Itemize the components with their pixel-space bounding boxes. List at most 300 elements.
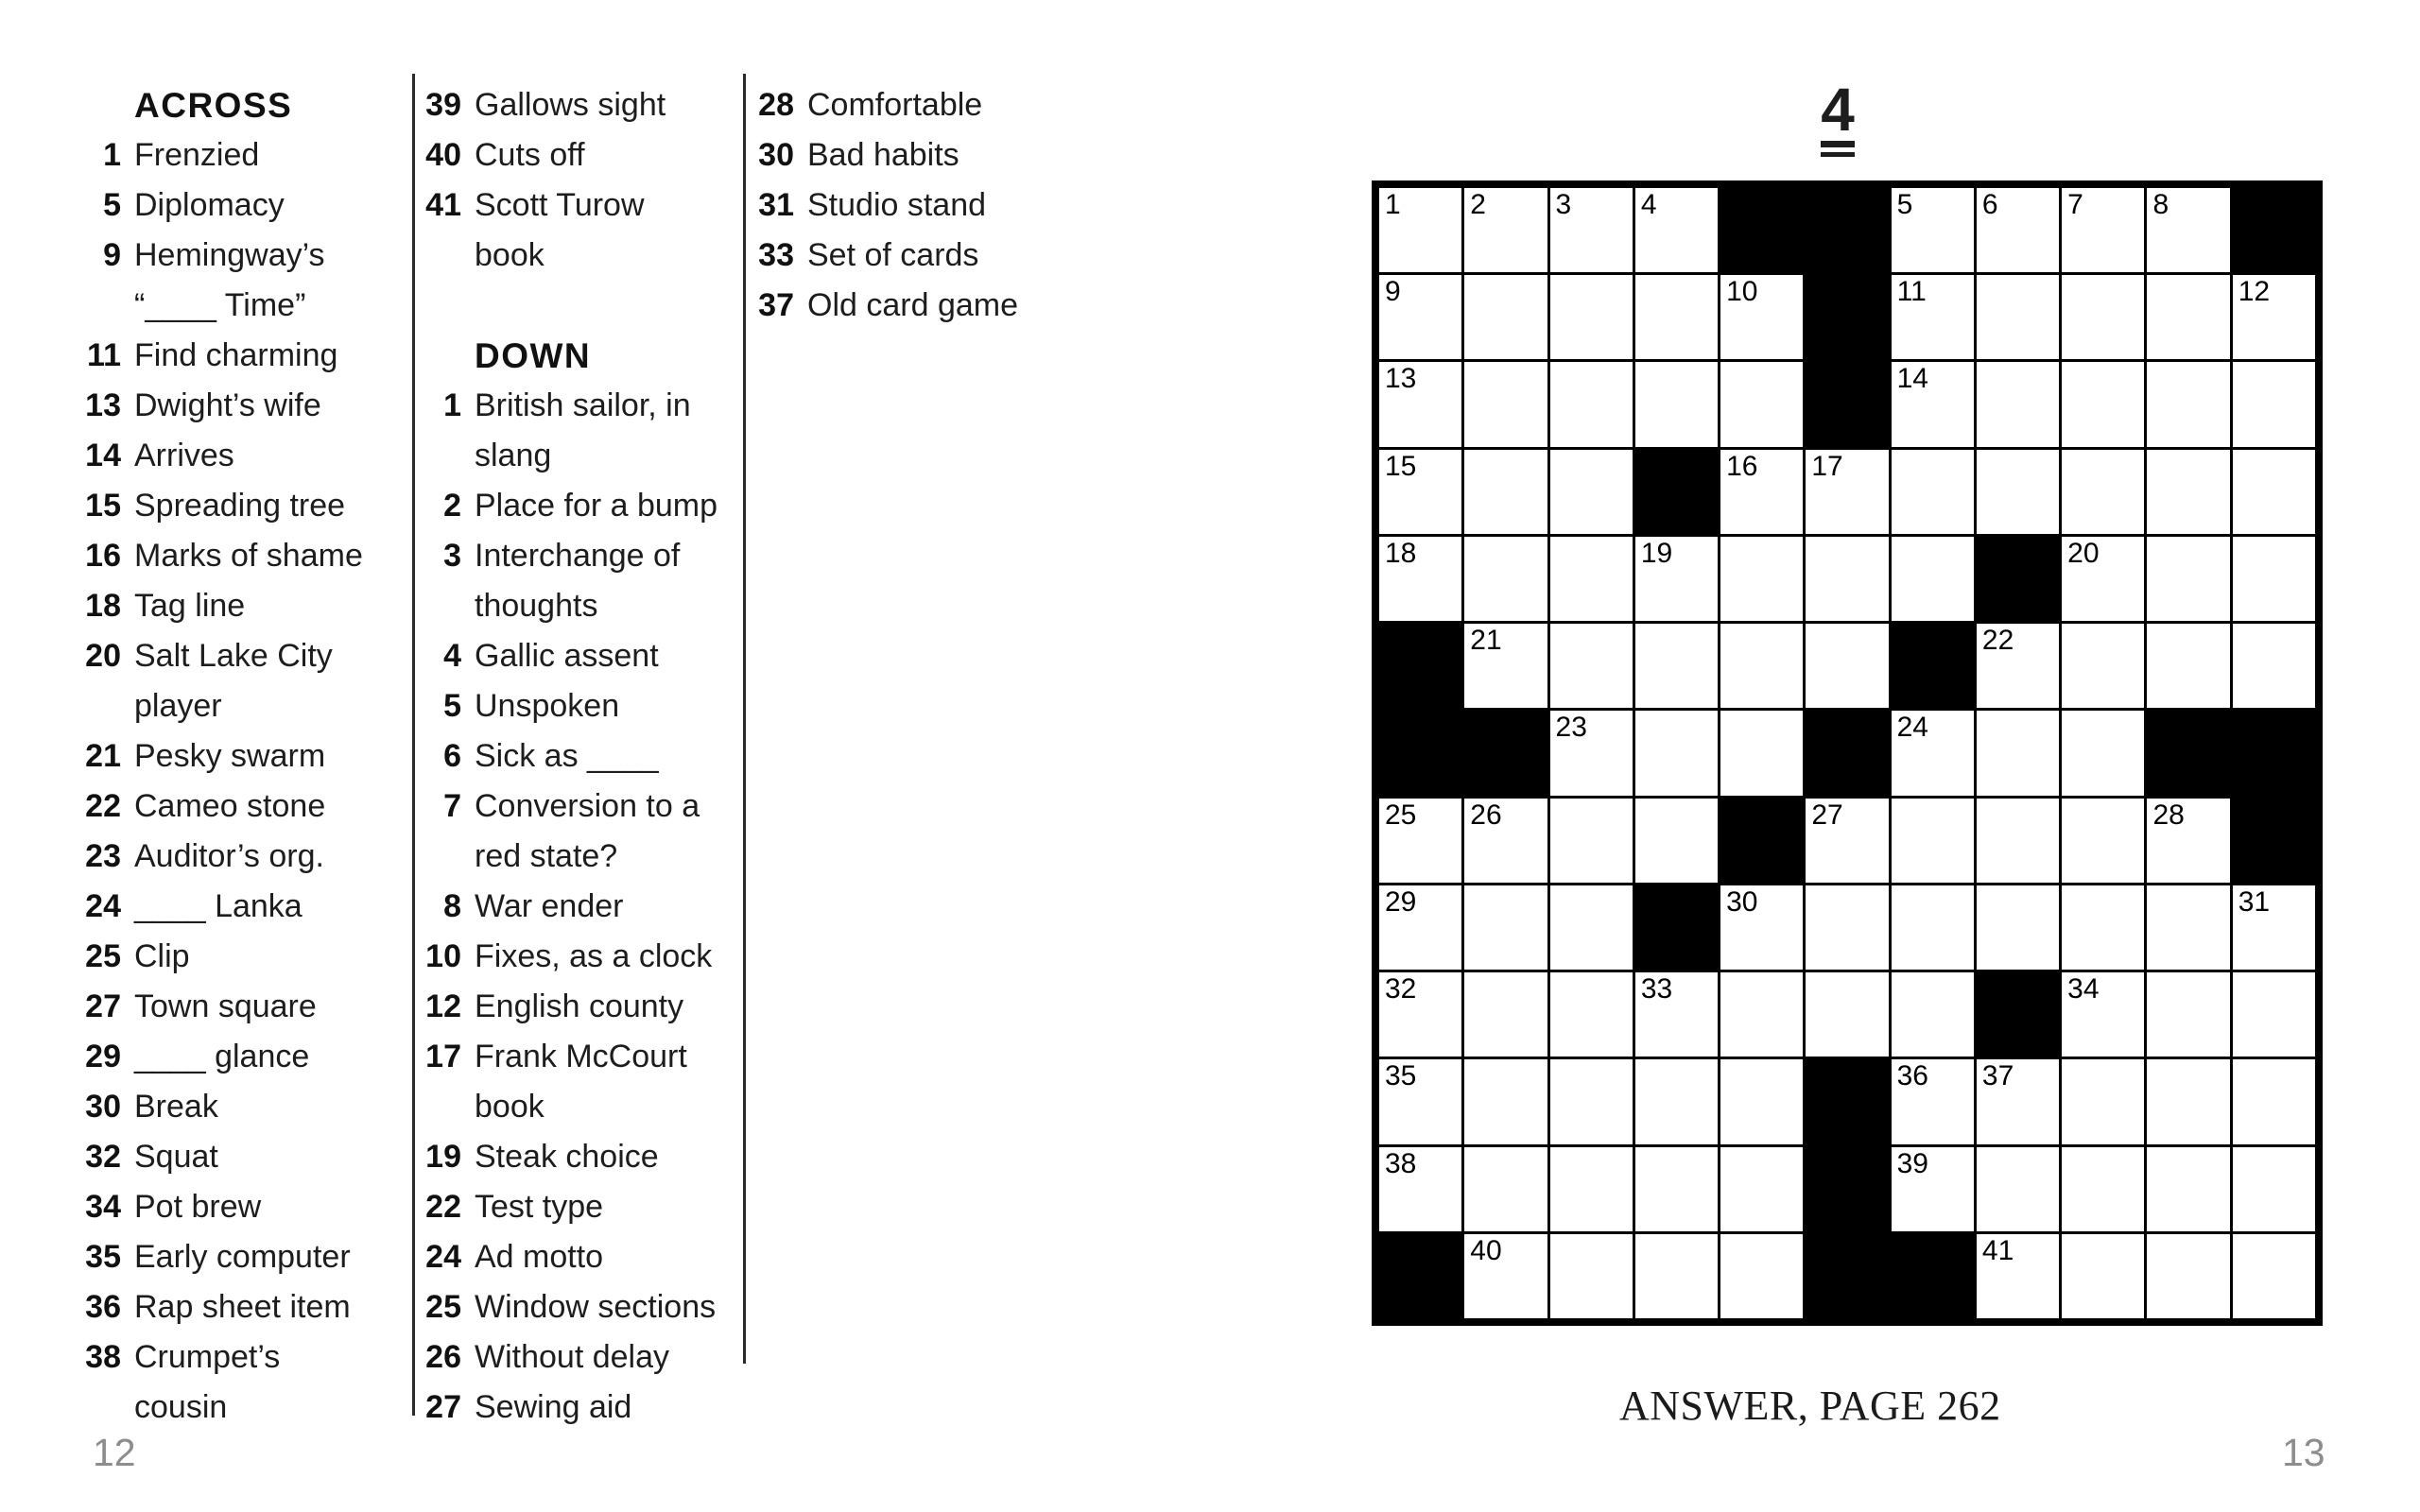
grid-cell[interactable] [1550,188,1633,272]
black-cell [1892,624,1974,708]
grid-cell[interactable] [1635,1147,1718,1231]
clue-text: Conversion to a red state? [475,788,700,874]
cell-number: 22 [1981,625,2014,657]
clue-text: Find charming [134,337,338,373]
black-cell [1977,537,2059,621]
grid-cell[interactable] [2233,362,2315,446]
clue-item [55,1232,406,1282]
grid-cell[interactable] [1379,1059,1461,1143]
black-cell [1806,1059,1888,1143]
clue-number: 18 [85,588,121,624]
cell-number: 21 [1470,625,1502,657]
puzzle-number-text: 4 [1821,76,1855,144]
grid-cell[interactable] [2147,799,2229,883]
clue-number: 29 [85,1039,121,1074]
clue-item [55,1182,406,1232]
grid-cell[interactable] [1550,1059,1633,1143]
grid-cell[interactable] [2062,188,2144,272]
grid-cell[interactable] [1464,799,1547,883]
clue-text: Old card game [807,287,1018,323]
grid-cell[interactable] [1550,1147,1633,1231]
grid-cell[interactable] [1892,275,1974,359]
cell-number: 10 [1726,276,1758,308]
grid-cell[interactable] [1635,711,1718,795]
grid-cell[interactable] [1720,1059,1803,1143]
cell-number: 1 [1385,189,1401,220]
clue-text: Pesky swarm [134,738,326,774]
clue-item [395,782,737,882]
clue-number: 25 [85,938,121,974]
clue-text: ____ Lanka [134,888,302,924]
grid-cell[interactable] [2147,450,2229,534]
grid-cell[interactable] [1977,188,2059,272]
clue-number: 39 [425,87,461,123]
clue-item [55,1332,406,1433]
clue-item [55,731,406,782]
cell-number: 29 [1385,885,1417,918]
clue-number: 14 [85,438,121,473]
grid-cell[interactable] [2233,1147,2315,1231]
clue-item [55,832,406,882]
page-number-left: 12 [93,1431,136,1474]
grid-cell[interactable] [1464,450,1547,534]
grid-cell[interactable] [1892,362,1974,446]
cell-number: 12 [2238,276,2271,308]
grid-cell[interactable] [2062,1147,2144,1231]
clue-item [395,1182,737,1232]
grid-cell[interactable] [1720,362,1803,446]
clue-number: 11 [87,337,121,373]
clue-text: Early computer [134,1239,351,1275]
grid-cell[interactable] [2062,885,2144,970]
grid-cell[interactable] [1977,799,2059,883]
clue-text: Window sections [475,1289,717,1325]
clue-item [55,932,406,982]
clue-number: 5 [443,688,461,724]
answer-note: ANSWER, PAGE 262 [1619,1383,2001,1429]
grid-cell[interactable] [1464,885,1547,970]
grid-cell[interactable] [1806,885,1888,970]
cell-number: 5 [1896,189,1913,220]
grid-cell[interactable] [1379,275,1461,359]
clue-text: Cuts off [475,137,585,173]
clue-item [55,431,406,481]
grid-cell[interactable] [1977,362,2059,446]
grid-cell[interactable] [2147,275,2229,359]
grid-cell[interactable] [1550,450,1633,534]
clue-text: War ender [475,888,624,924]
grid-cell[interactable] [1379,1147,1461,1231]
clue-item [55,1082,406,1132]
cell-number: 31 [2238,885,2271,918]
cell-number: 37 [1981,1060,2014,1092]
black-cell [1635,885,1718,970]
grid-cell[interactable] [1892,799,1974,883]
clue-item [395,381,737,481]
clue-number: 21 [85,738,121,774]
grid-cell[interactable] [1720,1234,1803,1318]
grid-cell[interactable] [1806,537,1888,621]
grid-cell[interactable] [1635,1234,1718,1318]
grid-cell[interactable] [1635,275,1718,359]
clue-column-1 [395,80,737,1433]
clue-item [55,581,406,631]
grid-cell[interactable] [2147,972,2229,1057]
clue-number: 23 [85,838,121,874]
cell-number: 2 [1470,189,1486,220]
cell-number: 35 [1385,1060,1417,1092]
clue-item [395,882,737,932]
clue-text: Studio stand [807,187,987,223]
clue-number: 10 [425,938,461,974]
clue-number: 35 [85,1239,121,1275]
grid-cell[interactable] [1464,1234,1547,1318]
clue-item [55,381,406,431]
grid-cell[interactable] [2233,450,2315,534]
clue-list-header: DOWN [475,336,592,375]
cell-number: 38 [1385,1147,1417,1179]
clue-item [395,1383,737,1433]
clue-text: Spreading tree [134,488,346,524]
grid-cell[interactable] [1720,711,1803,795]
cell-number: 25 [1385,799,1417,831]
black-cell [1720,188,1803,272]
black-cell [1379,1234,1461,1318]
clue-text: Cameo stone [134,788,326,824]
clue-list-header: ACROSS [134,86,293,125]
clue-text: Ad motto [475,1239,604,1275]
grid-cell[interactable] [2233,1234,2315,1318]
grid-cell[interactable] [1379,885,1461,970]
cell-number: 8 [2152,189,2169,220]
clue-text: Pot brew [134,1189,262,1225]
grid-cell[interactable] [1977,711,2059,795]
grid-cell[interactable] [1464,537,1547,621]
clue-number: 20 [85,638,121,674]
clue-text: Break [134,1089,218,1125]
grid-cell[interactable] [1464,275,1547,359]
clue-number: 16 [85,538,121,574]
black-cell [2233,799,2315,883]
clue-text: Frank McCourt book [475,1039,687,1125]
clue-number: 1 [443,387,461,423]
grid-cell[interactable] [1635,537,1718,621]
grid-cell[interactable] [1892,188,1974,272]
grid-cell[interactable] [2062,972,2144,1057]
clue-item [395,130,737,180]
clue-item [55,531,406,581]
grid-cell[interactable] [1379,537,1461,621]
clue-item [395,681,737,731]
grid-cell[interactable] [1550,799,1633,883]
grid-cell[interactable] [1720,972,1803,1057]
clue-number: 3 [443,538,461,574]
clue-item [728,231,1087,281]
clue-number: 9 [103,237,121,273]
clue-column-2 [728,80,1087,331]
grid-cell[interactable] [1806,972,1888,1057]
grid-cell[interactable] [1635,1059,1718,1143]
clue-text: ____ glance [134,1039,310,1074]
black-cell [1806,711,1888,795]
cell-number: 6 [1981,189,1998,220]
clue-number: 5 [103,187,121,223]
grid-cell[interactable] [2062,362,2144,446]
cell-number: 11 [1896,276,1927,308]
clue-item [55,231,406,331]
grid-cell[interactable] [1720,537,1803,621]
black-cell [1379,624,1461,708]
grid-cell[interactable] [2147,885,2229,970]
grid-cell[interactable] [1635,624,1718,708]
grid-cell[interactable] [2062,624,2144,708]
puzzle-number [1789,76,1887,157]
clue-number: 2 [443,488,461,524]
grid-cell[interactable] [2233,972,2315,1057]
cell-number: 24 [1896,712,1928,744]
clue-number: 40 [425,137,461,173]
clue-text: Dwight’s wife [134,387,321,423]
clue-text: Interchange of thoughts [475,538,681,624]
cell-number: 20 [2067,537,2100,569]
black-cell [1977,972,2059,1057]
grid-cell[interactable] [1635,799,1718,883]
black-cell [1806,188,1888,272]
clue-item [728,80,1087,130]
clue-item [55,180,406,231]
grid-cell[interactable] [1379,799,1461,883]
grid-cell[interactable] [1892,1059,1974,1143]
clue-number: 19 [425,1139,461,1175]
clue-number: 34 [85,1189,121,1225]
grid-cell[interactable] [1892,1147,1974,1231]
clue-text: Salt Lake City player [134,638,333,724]
grid-cell[interactable] [1464,362,1547,446]
clue-number: 15 [85,488,121,524]
grid-cell[interactable] [1977,1059,2059,1143]
clue-text: Steak choice [475,1139,659,1175]
clue-text: Auditor’s org. [134,838,324,874]
clue-item [395,1332,737,1383]
grid-cell[interactable] [1635,362,1718,446]
grid-cell[interactable] [1379,450,1461,534]
clue-item [728,281,1087,331]
clue-item [395,80,737,130]
black-cell [2233,711,2315,795]
clue-text: Sick as ____ [475,738,659,774]
clue-column-0 [55,80,406,1433]
clue-text: Unspoken [475,688,620,724]
cell-number: 36 [1896,1060,1928,1092]
grid-cell[interactable] [2233,537,2315,621]
clue-number: 1 [103,137,121,173]
grid-cell[interactable] [2062,537,2144,621]
grid-cell[interactable] [2062,711,2144,795]
grid-cell[interactable] [2147,624,2229,708]
clue-text: Clip [134,938,190,974]
grid-cell[interactable] [2147,188,2229,272]
grid-cell[interactable] [2233,624,2315,708]
grid-cell[interactable] [1892,885,1974,970]
cell-number: 16 [1726,450,1758,482]
clue-text: Comfortable [807,87,983,123]
grid-cell[interactable] [1464,188,1547,272]
grid-cell[interactable] [1977,1234,2059,1318]
black-cell [1720,799,1803,883]
grid-cell[interactable] [1977,1147,2059,1231]
clue-item [55,1132,406,1182]
grid-cell[interactable] [1977,624,2059,708]
clue-text: Place for a bump [475,488,718,524]
cell-number: 18 [1385,537,1417,569]
grid-cell[interactable] [1464,972,1547,1057]
clue-text: Squat [134,1139,218,1175]
grid-cell[interactable] [1720,275,1803,359]
grid-cell[interactable] [1379,972,1461,1057]
clue-number: 37 [758,287,794,323]
black-cell [1806,1234,1888,1318]
grid-cell[interactable] [1550,885,1633,970]
clue-number: 22 [425,1189,461,1225]
cell-number: 13 [1385,363,1417,395]
black-cell [1892,1234,1974,1318]
grid-cell[interactable] [1977,450,2059,534]
cell-number: 17 [1811,450,1843,482]
grid-cell[interactable] [2233,275,2315,359]
grid-cell[interactable] [1550,1234,1633,1318]
clue-item [55,982,406,1032]
grid-cell[interactable] [1720,624,1803,708]
clue-number: 26 [425,1339,461,1375]
clue-item [395,631,737,681]
clue-number: 17 [425,1039,461,1074]
cell-number: 33 [1640,973,1673,1005]
grid-cell[interactable] [1720,450,1803,534]
grid-cell[interactable] [1806,450,1888,534]
cell-number: 34 [2067,973,2100,1005]
clue-item [55,1282,406,1332]
grid-cell[interactable] [1464,1147,1547,1231]
clue-text: Gallic assent [475,638,659,674]
clue-item [395,1282,737,1332]
grid-cell[interactable] [2147,362,2229,446]
clue-number: 4 [443,638,461,674]
clue-number: 30 [85,1089,121,1125]
clue-item [55,331,406,381]
cell-number: 14 [1896,363,1928,395]
cell-number: 15 [1385,450,1417,482]
grid-cell[interactable] [1550,275,1633,359]
clue-number: 27 [85,988,121,1024]
grid-cell[interactable] [1464,624,1547,708]
grid-cell[interactable] [2233,885,2315,970]
clue-item [395,531,737,631]
grid-cell[interactable] [2062,275,2144,359]
grid-cell[interactable] [2147,537,2229,621]
black-cell [1464,711,1547,795]
grid-cell[interactable] [1550,972,1633,1057]
clue-text: Town square [134,988,317,1024]
cell-number: 41 [1981,1234,2014,1266]
grid-cell[interactable] [2233,1059,2315,1143]
black-cell [1806,362,1888,446]
grid-cell[interactable] [1720,885,1803,970]
grid-cell[interactable] [2062,1234,2144,1318]
grid-cell[interactable] [1379,188,1461,272]
clue-number: 12 [425,988,461,1024]
cell-number: 7 [2067,189,2083,220]
clue-item [55,782,406,832]
clue-number: 27 [425,1389,461,1425]
clue-item [395,481,737,531]
grid-cell[interactable] [2062,799,2144,883]
grid-cell[interactable] [1550,711,1633,795]
grid-cell[interactable] [1892,537,1974,621]
clue-number: 28 [758,87,794,123]
clue-number: 41 [425,187,461,223]
clue-text: Hemingway’s “____ Time” [134,237,325,323]
clue-item [395,1132,737,1182]
black-cell [2147,711,2229,795]
clue-number: 32 [85,1139,121,1175]
grid-cell[interactable] [1464,1059,1547,1143]
grid-cell[interactable] [1892,972,1974,1057]
clue-number: 31 [758,187,794,223]
grid-cell[interactable] [1806,624,1888,708]
grid-cell[interactable] [2062,450,2144,534]
cell-number: 4 [1640,189,1657,220]
clue-item [728,130,1087,180]
clue-text: British sailor, in slang [475,387,691,473]
cell-number: 26 [1470,799,1502,831]
grid-cell[interactable] [1806,799,1888,883]
grid-cell[interactable] [1379,362,1461,446]
clue-text: Crumpet’s cousin [134,1339,281,1425]
grid-cell[interactable] [1720,1147,1803,1231]
grid-cell[interactable] [2147,1234,2229,1318]
grid-cell[interactable] [1977,885,2059,970]
grid-cell[interactable] [1550,362,1633,446]
clue-item [55,1032,406,1082]
clue-item [395,731,737,782]
grid-cell[interactable] [1550,537,1633,621]
clue-number: 6 [443,738,461,774]
grid-cell[interactable] [1635,972,1718,1057]
clue-number: 7 [443,788,461,824]
cell-number: 30 [1726,885,1758,918]
clue-item [728,180,1087,231]
clue-item [395,932,737,982]
grid-cell[interactable] [1550,624,1633,708]
grid-cell[interactable] [2147,1147,2229,1231]
black-cell [2233,188,2315,272]
grid-cell[interactable] [1635,188,1718,272]
grid-cell[interactable] [1892,450,1974,534]
clue-item [55,481,406,531]
cell-number: 23 [1555,712,1587,744]
clue-text: Set of cards [807,237,979,273]
clue-text: Tag line [134,588,246,624]
grid-cell[interactable] [1977,275,2059,359]
grid-cell[interactable] [2147,1059,2229,1143]
clue-text: Rap sheet item [134,1289,351,1325]
clue-text: Sewing aid [475,1389,632,1425]
clue-text: Bad habits [807,137,959,173]
cell-number: 32 [1385,973,1417,1005]
grid-cell[interactable] [2062,1059,2144,1143]
grid-cell[interactable] [1892,711,1974,795]
black-cell [1379,711,1461,795]
